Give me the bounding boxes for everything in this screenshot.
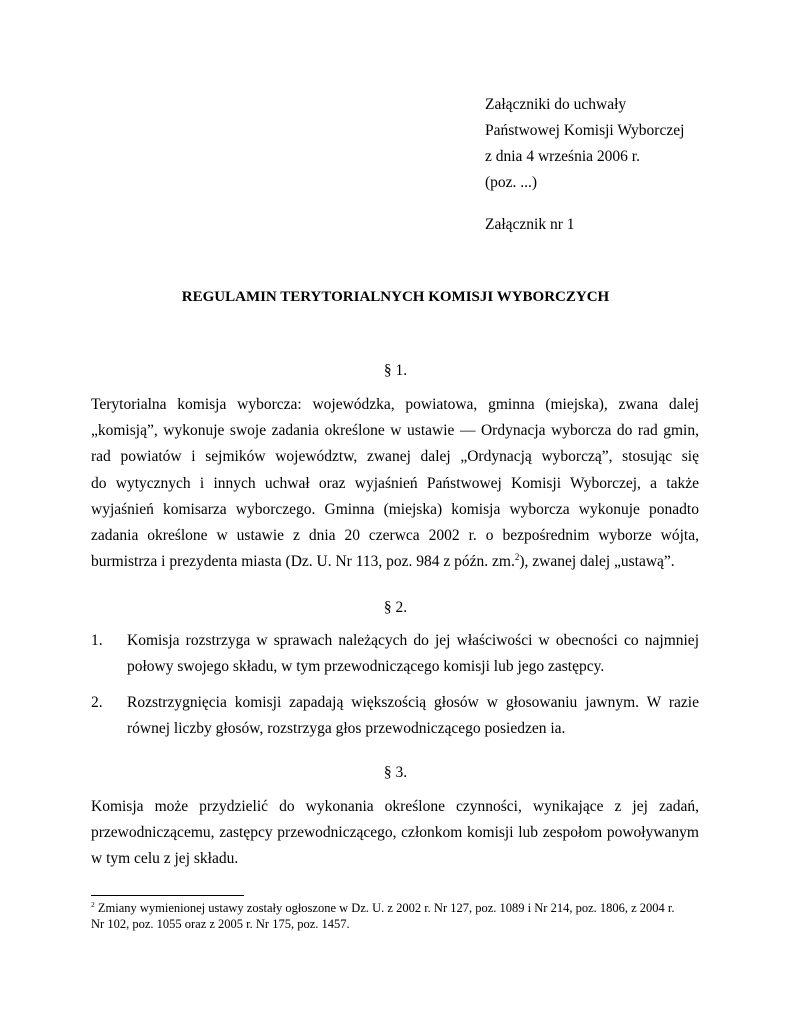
section-sign-1: § 1.: [383, 362, 408, 379]
header-line: Państwowej Komisji Wyborczej: [485, 122, 685, 139]
list-item-text: [127, 628, 699, 680]
resolution-header: [485, 92, 684, 196]
line-text: burmistrza i prezydenta miasta (Dz. U. Nr 113, poz. 984 z późn. zm.: [91, 553, 515, 571]
paragraph-line: połowy swojego składu, w tym przewodniczącego komisji lub jego zastępcy.: [127, 658, 605, 676]
paragraph-line: rad powiatów i sejmików województw, zwanej dalej „Ordynacją wyborczą”, stosując się: [91, 448, 699, 466]
footnote-marker: 2: [91, 899, 95, 909]
paragraph-line: Terytorialna komisja wyborcza: wojewódzka, powiatowa, gminna (miejska), zwana dalej: [91, 396, 699, 413]
header-line: Załączniki do uchwały: [485, 96, 627, 113]
section-1-paragraph: [91, 392, 699, 575]
section-sign-3: § 3.: [383, 764, 408, 781]
section-3-paragraph: [91, 794, 699, 873]
paragraph-line: przewodniczącemu, zastępcy przewodniczącego, członkom komisji lub zespołom powoływanym: [91, 824, 699, 842]
paragraph-line: równej liczby głosów, rozstrzyga głos przewodniczącego posiedzen ia.: [127, 720, 566, 738]
footnote-line: [91, 900, 699, 916]
footnote-text: Zmiany wymienionej ustawy zostały ogłoszone w Dz. U. z 2002 r. Nr 127, poz. 1089 i Nr 214, poz. 1806, z 2004 r.: [94, 901, 675, 915]
paragraph-line: w tym celu z jej składu.: [91, 850, 239, 868]
list-number: 1.: [91, 632, 103, 649]
annex-number: Załącznik nr 1: [485, 216, 575, 233]
paragraph-line: zadania określone w ustawie z dnia 20 czerwca 2002 r. o bezpośrednim wyborze wójta,: [91, 527, 699, 545]
list-item-text: [127, 690, 699, 742]
section-sign-2: § 2.: [383, 599, 408, 616]
footnote-separator: [91, 895, 244, 896]
paragraph-line: „komisją”, wykonuje swoje zadania określone w ustawie — Ordynacja wyborcza do rad gmin,: [91, 422, 699, 440]
header-line: (poz. ...): [485, 174, 538, 191]
footnote: [91, 900, 699, 932]
list-number: 2.: [91, 694, 103, 711]
paragraph-line: Rozstrzygnięcia komisji zapadają większością głosów w głosowaniu jawnym. W razie: [127, 694, 699, 711]
footnote-line: Nr 102, poz. 1055 oraz z 2005 r. Nr 175, poz. 1457.: [91, 917, 350, 931]
paragraph-line: [91, 549, 699, 575]
paragraph-line: Komisja może przydzielić do wykonania określone czynności, wynikające z jej zadań,: [91, 798, 699, 815]
paragraph-line: Komisja rozstrzyga w sprawach należących do jej właściwości w obecności co najmniej: [127, 632, 699, 649]
document-title: REGULAMIN TERYTORIALNYCH KOMISJI WYBORCZYCH: [181, 289, 610, 305]
paragraph-line: wyjaśnień komisarza wyborczego. Gminna (miejska) komisja wyborcza wykonuje ponadto: [91, 500, 699, 518]
footnote-reference: 2: [514, 552, 520, 563]
line-text: ), zwanej dalej „ustawą”.: [519, 553, 675, 571]
header-line: z dnia 4 września 2006 r.: [485, 148, 640, 165]
paragraph-line: do wytycznych i innych uchwał oraz wyjaśnień Państwowej Komisji Wyborczej, a także: [91, 474, 699, 492]
